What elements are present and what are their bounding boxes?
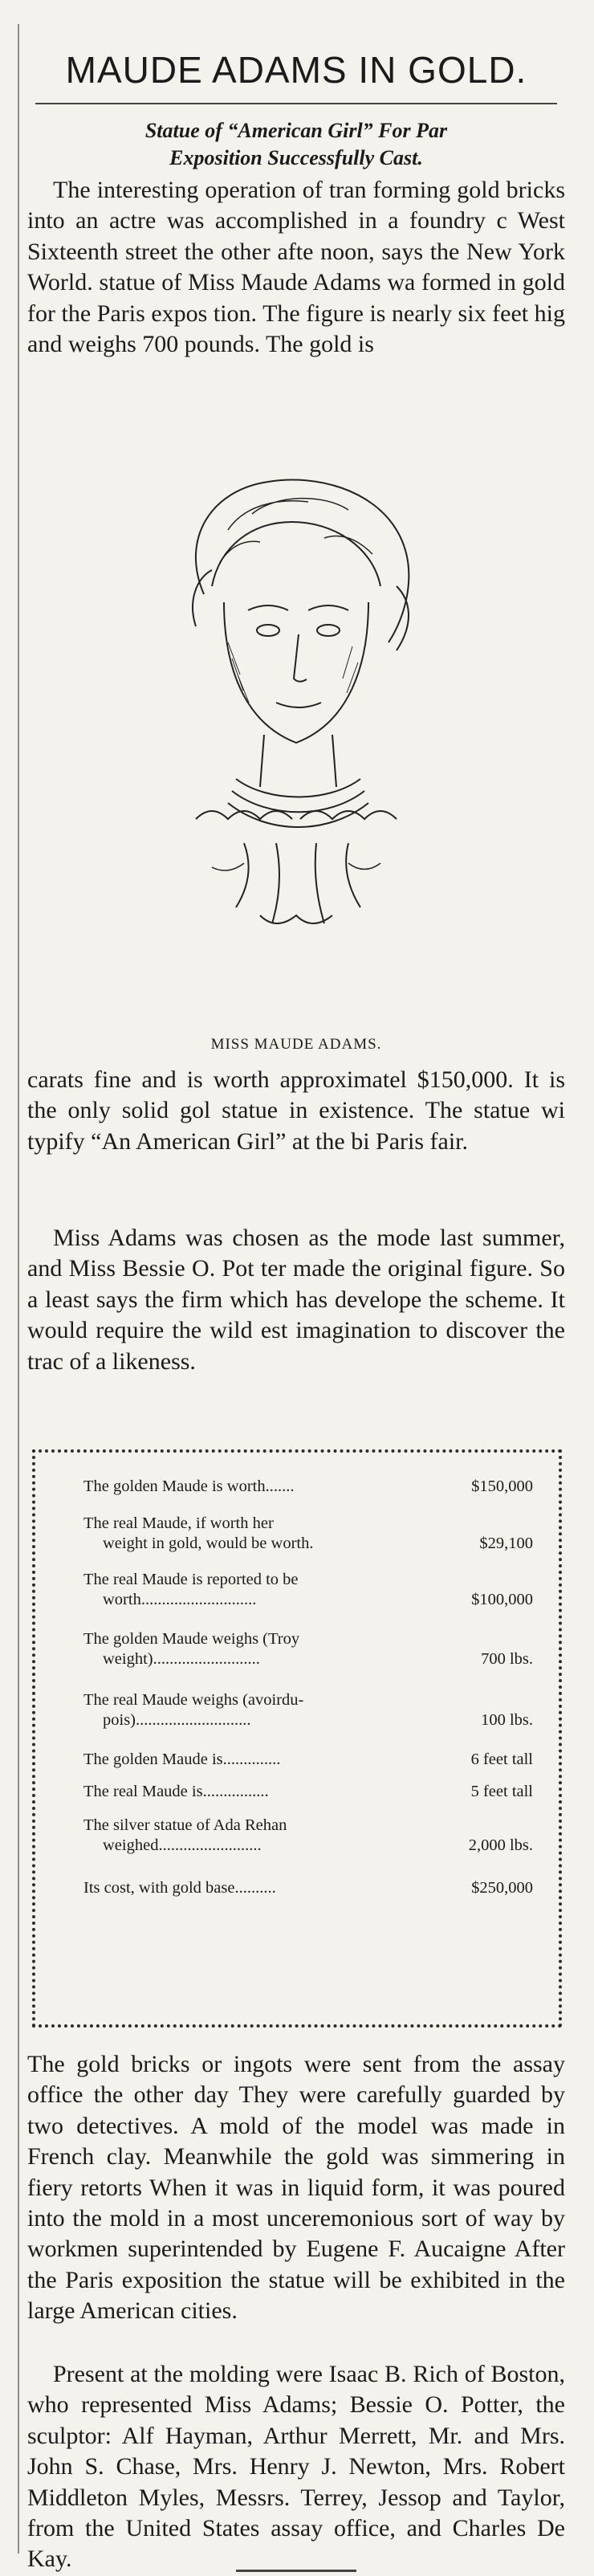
end-rule [236,2570,356,2572]
paragraph-1: The interesting operation of tran forming gold bricks into an actre was accomplished in a foundry c West Sixteenth street the other afte noon, says the New York World. statue of Miss Maude Adams wa formed in gold for the Paris expos tion. The figure is nearly six feet hig and weighs 700 pounds. The gold is [27,177,565,358]
comparison-table [32,1449,562,2028]
table-row: The real Maude is................ 5 feet tall [83,1783,533,1800]
paragraph-2: carats fine and is worth approximatel $150,000. It is the only solid gol statue in existence. The statue wi typify “An American Girl” at the bi Paris fair. [27,1066,565,1155]
table-row: The real Maude weighs (avoirdu- pois)............................ 100 lbs. [83,1691,533,1729]
subhead-line-1: Statue of “American Girl” For Par [144,119,448,142]
table-row: The real Maude, if worth her weight in gold, would be worth. $29,100 [83,1514,533,1552]
table-row: The real Maude is reported to be worth............................ $100,000 [83,1571,533,1608]
subheadline [27,117,565,172]
article [27,0,565,2576]
table-row: Its cost, with gold base.......... $250,000 [83,1879,533,1897]
paragraph-3: Miss Adams was chosen as the mode last summer, and Miss Bessie O. Pot ter made the original figure. So a least says the firm which has develope the scheme. It would require the wild est imagination to discover the trac of a likeness. [27,1225,565,1375]
figure-caption: MISS MAUDE ADAMS. [210,1036,382,1053]
table-row: The golden Maude is.............. 6 feet tall [83,1751,533,1768]
table-row: The silver statue of Ada Rehan weighed......................... 2,000 lbs. [83,1816,533,1854]
headline: MAUDE ADAMS IN GOLD. [65,49,527,91]
table-row: The golden Maude is worth....... $150,000 [83,1478,533,1495]
headline-divider [35,103,557,104]
table-row: The golden Maude weighs (Troy weight).......................... 700 lbs. [83,1630,533,1668]
subhead-line-2: Exposition Successfully Cast. [169,146,423,169]
paragraph-5: Present at the molding were Isaac B. Rich of Boston, who represented Miss Adams; Bessie O. Potter, the sculptor: Alf Hayman, Arthur Merrett, Mr. and Mrs. John S. Chase, Mrs. Henry J. Newton, Mrs. Robert Middleton Myles, Messrs. Terrey, Jessop and Taylor, from the United States assay office, and Charles De Kay. [27,2361,565,2573]
paragraph-4: The gold bricks or ingots were sent from the assay office the other day They were carefully guarded by two detectives. A mold of the model was made in French clay. Meanwhile the gold was simmering in fiery retorts When it was in liquid form, it was poured into the mold in a most unceremonious sort of way by workmen superintended by Eugene F. Aucaigne After the Paris exposition the statue will be exhibited in the large American cities. [27,2051,565,2325]
column-rule [18,24,19,2554]
portrait-illustration [148,466,445,964]
